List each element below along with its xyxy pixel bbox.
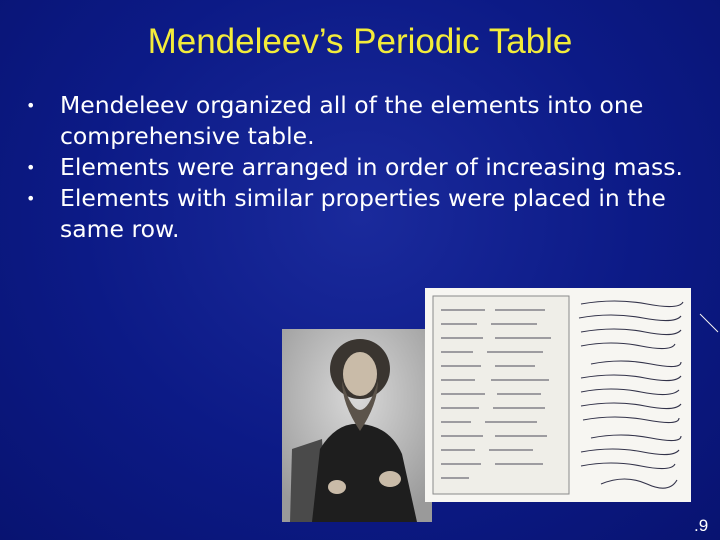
- bullet-item: [26, 90, 706, 152]
- bullet-item: [26, 152, 706, 183]
- bullet-text: Elements were arranged in order of increasing mass.: [60, 153, 683, 181]
- bullet-item: [26, 183, 706, 245]
- handwritten-notes-image: [425, 288, 691, 502]
- slide-title: Mendeleev’s Periodic Table: [147, 22, 573, 61]
- bullet-text: Mendeleev organized all of the elements into one comprehensive table.: [60, 91, 644, 150]
- portrait-photo: [282, 329, 432, 522]
- bullet-dot-icon: •: [26, 189, 36, 208]
- decorative-line-icon: [696, 312, 720, 336]
- bullet-list: [26, 90, 706, 245]
- bullet-dot-icon: •: [26, 158, 36, 177]
- bullet-text: Elements with similar properties were placed in the same row.: [60, 184, 666, 243]
- page-number: .9: [694, 516, 709, 535]
- bullet-dot-icon: •: [26, 96, 36, 115]
